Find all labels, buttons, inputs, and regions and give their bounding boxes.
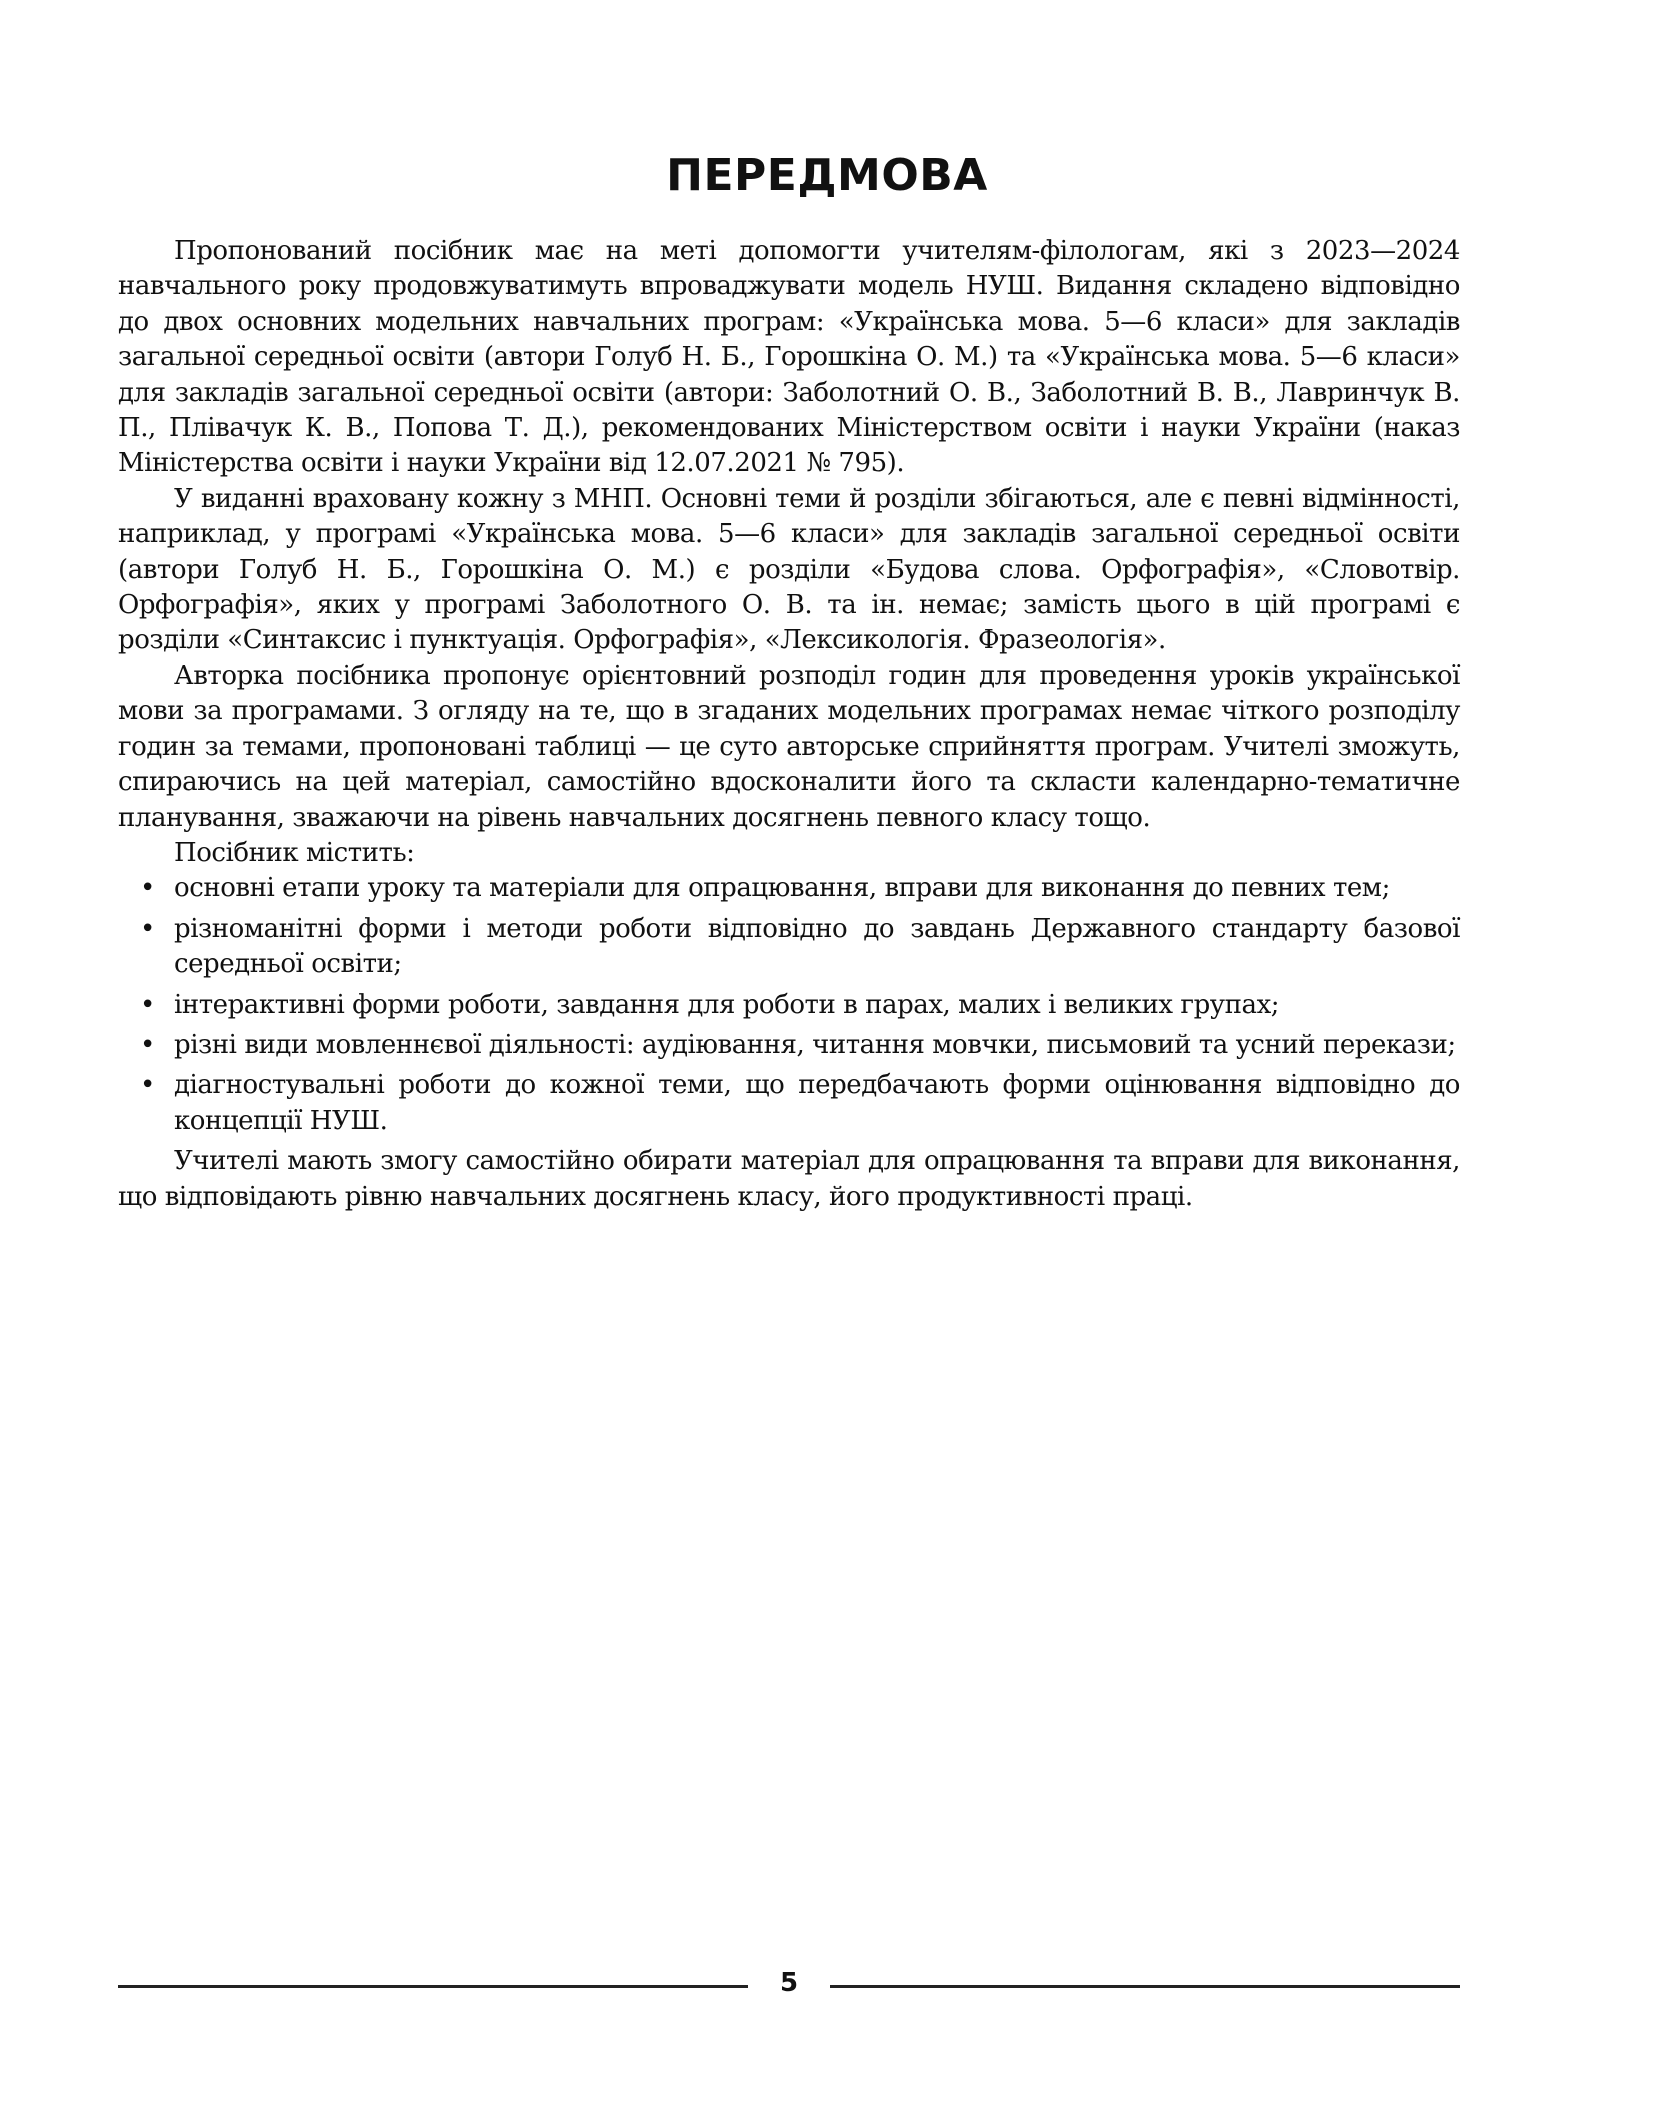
list-item: • різноманітні форми і методи роботи відповідно до завдань Державного стандарту базової середньої освіти;	[140, 913, 1460, 980]
contents-list	[118, 871, 1460, 1139]
paragraph-hours-distribution: Авторка посібника пропонує орієнтовний розподіл годин для проведення уроків української мови за програмами. З огляду на те, що в згаданих модельних програмах немає чіткого розподілу годин за темами, пропоновані таблиці — це суто авторське сприйняття програм. Учителі зможуть, спираючись на цей матеріал, самостійно вдосконалити його та скласти календарно-тематичне планування, зважаючи на рівень навчальних досягнень певного класу тощо.	[118, 660, 1460, 833]
list-item: • інтерактивні форми роботи, завдання для роботи в парах, малих і великих групах;	[118, 988, 1460, 1023]
footer-rule-left	[118, 1985, 748, 1988]
list-item: • основні етапи уроку та матеріали для опрацювання, вправи для виконання до певних тем;	[118, 871, 1460, 906]
page-number: 5	[779, 1968, 799, 1998]
bullet-icon: •	[140, 1070, 155, 1101]
list-item: • різні види мовленнєвої діяльності: аудіювання, читання мовчки, письмовий та усний перекази;	[118, 1028, 1460, 1063]
paragraph-closing: Учителі мають змогу самостійно обирати матеріал для опрацювання та вправи для виконання, що відповідають рівню навчальних досягнень класу, його продуктивності праці.	[118, 1146, 1460, 1212]
paragraph-intro: Пропонований посібник має на меті допомогти учителям-філологам, які з 2023—2024 навчального року продовжуватимуть впроваджувати модель НУШ. Видання складено відповідно до двох основних модельних навчальних програм: «Українська мова. 5—6 класи» для закладів загальної середньої освіти (автори Голуб Н. Б., Горошкіна О. М.) та «Українська мова. 5—6 класи» для закладів загальної середньої освіти (автори: Заболотний О. В., Заболотний В. В., Лавринчук В. П., Плівачук К. В., Попова Т. Д.), рекомендованих Міністерством освіти і науки України (наказ Міністерства освіти і науки України від 12.07.2021 № 795).	[118, 236, 1460, 479]
preface-body	[118, 234, 1460, 1215]
paragraph-contents-lead: Посібник містить:	[174, 837, 415, 868]
page-title: ПЕРЕДМОВА	[666, 150, 988, 201]
paragraph-programs-differences: У виданні враховану кожну з МНП. Основні теми й розділи збігаються, але є певні відмінності, наприклад, у програмі «Українська мова. 5—6 класи» для закладів загальної середньої освіти (автори Голуб Н. Б., Горошкіна О. М.) є розділи «Будова слова. Орфографія», «Словотвір. Орфографія», яких у програмі Заболотного О. В. та ін. немає; замість цього в цій програмі є розділи «Синтаксис і пунктуація. Орфографія», «Лексикологія. Фразеологія».	[118, 483, 1460, 656]
bullet-icon: •	[140, 989, 155, 1020]
list-item: • діагностувальні роботи до кожної теми, що передбачають форми оцінювання відповідно до концепції НУШ.	[140, 1070, 1460, 1136]
bullet-icon: •	[140, 913, 155, 944]
bullet-icon: •	[140, 873, 155, 904]
bullet-icon: •	[140, 1029, 155, 1060]
footer-rule-right	[830, 1985, 1460, 1988]
